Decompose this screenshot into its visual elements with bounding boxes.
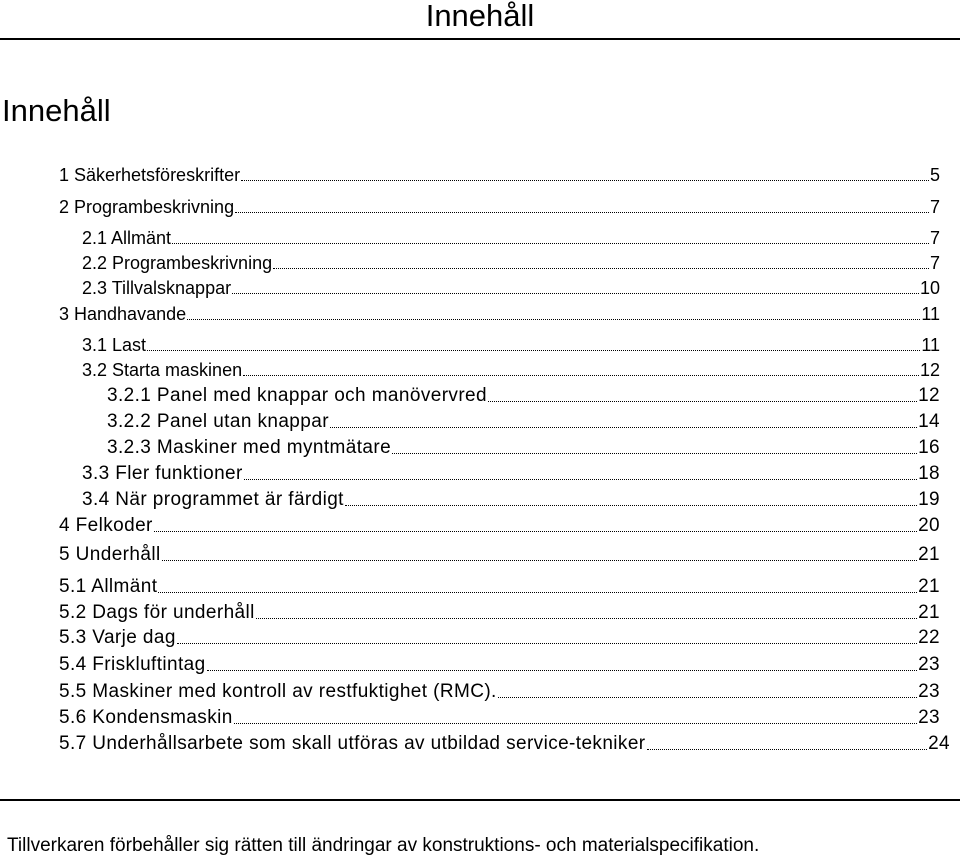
toc-entry[interactable] bbox=[59, 163, 940, 187]
toc-entry-label: 3.4 När programmet är färdigt bbox=[82, 489, 344, 510]
toc-entry-page: 16 bbox=[918, 437, 940, 458]
dot-leader bbox=[177, 642, 917, 644]
page-header-title: Innehåll bbox=[425, 0, 535, 33]
toc-entry-page: 22 bbox=[918, 627, 940, 648]
toc-entry-label: 5.3 Varje dag bbox=[59, 627, 176, 648]
toc-entry-page: 23 bbox=[918, 654, 940, 675]
toc-entry[interactable] bbox=[82, 488, 940, 512]
toc-entry[interactable] bbox=[59, 575, 940, 599]
dot-leader bbox=[241, 179, 929, 181]
dot-leader bbox=[187, 318, 920, 320]
footer-divider bbox=[0, 799, 960, 801]
toc-entry-label: 3.2.3 Maskiner med myntmätare bbox=[107, 437, 392, 458]
header-divider bbox=[0, 38, 960, 40]
toc-entry[interactable] bbox=[59, 680, 940, 704]
footer-disclaimer: Tillverkaren förbehåller sig rätten till ändringar av konstruktions- och materialspecifikation. bbox=[7, 835, 760, 856]
toc-entry[interactable] bbox=[107, 410, 940, 434]
toc-entry-label: 1 Säkerhetsföreskrifter bbox=[59, 165, 241, 185]
toc-entry-label: 2.1 Allmänt bbox=[82, 228, 172, 248]
toc-entry-page: 21 bbox=[918, 576, 940, 597]
toc-entry-page: 21 bbox=[918, 544, 940, 565]
toc-entry[interactable] bbox=[59, 514, 940, 538]
toc-entry[interactable] bbox=[82, 276, 940, 300]
toc-entry-label: 2.3 Tillvalsknappar bbox=[82, 278, 232, 298]
toc-entry-label: 5.7 Underhållsarbete som skall utföras av utbildad service-tekniker bbox=[59, 733, 646, 754]
toc-entry-label: 3.3 Fler funktioner bbox=[82, 463, 243, 484]
toc-entry[interactable] bbox=[59, 626, 940, 650]
toc-entry[interactable] bbox=[59, 601, 940, 625]
dot-leader bbox=[345, 504, 917, 506]
dot-leader bbox=[234, 722, 917, 724]
toc-entry[interactable] bbox=[82, 333, 940, 357]
dot-leader bbox=[154, 530, 917, 532]
toc-entry-page: 14 bbox=[918, 411, 940, 432]
toc-entry[interactable] bbox=[59, 302, 940, 326]
toc-entry-page: 20 bbox=[918, 515, 940, 536]
toc-entry-page: 23 bbox=[918, 681, 940, 702]
toc-entry-label: 3.2.2 Panel utan knappar bbox=[107, 411, 329, 432]
toc-entry-page: 19 bbox=[918, 489, 940, 510]
dot-leader bbox=[172, 242, 929, 244]
page-header bbox=[0, 0, 960, 40]
toc-entry-label: 3.2 Starta maskinen bbox=[82, 360, 243, 380]
toc-entry-page: 10 bbox=[919, 278, 940, 298]
toc-entry-label: 5.4 Friskluftintag bbox=[59, 654, 206, 675]
toc-entry-label: 5.2 Dags för underhåll bbox=[59, 602, 255, 623]
toc-entry-page: 12 bbox=[918, 385, 940, 406]
toc-entry-label: 5.1 Allmänt bbox=[59, 576, 158, 597]
toc-entry-label: 3.1 Last bbox=[82, 335, 147, 355]
toc-entry-label: 3.2.1 Panel med knappar och manövervred bbox=[107, 385, 487, 406]
toc-entry-label: 5.6 Kondensmaskin bbox=[59, 707, 233, 728]
dot-leader bbox=[158, 591, 917, 593]
toc-entry[interactable] bbox=[82, 358, 940, 382]
dot-leader bbox=[147, 349, 920, 351]
toc-entry[interactable] bbox=[59, 653, 940, 677]
toc-entry-page: 7 bbox=[929, 253, 940, 273]
toc-entry-page: 7 bbox=[929, 228, 940, 248]
dot-leader bbox=[244, 478, 917, 480]
toc-entry-label: 3 Handhavande bbox=[59, 304, 187, 324]
toc-entry-page: 11 bbox=[921, 304, 940, 324]
toc-entry[interactable] bbox=[107, 384, 940, 408]
toc-entry[interactable] bbox=[107, 436, 940, 460]
toc-entry[interactable] bbox=[59, 543, 940, 567]
dot-leader bbox=[207, 669, 917, 671]
dot-leader bbox=[162, 559, 917, 561]
dot-leader bbox=[647, 748, 928, 750]
toc-entry[interactable] bbox=[59, 195, 940, 219]
toc-entry-page: 7 bbox=[929, 197, 940, 217]
dot-leader bbox=[256, 617, 917, 619]
dot-leader bbox=[330, 426, 917, 428]
toc-entry[interactable] bbox=[59, 732, 950, 756]
toc-entry-label: 5 Underhåll bbox=[59, 544, 161, 565]
dot-leader bbox=[273, 267, 929, 269]
dot-leader bbox=[243, 374, 919, 376]
dot-leader bbox=[498, 696, 917, 698]
dot-leader bbox=[232, 292, 919, 294]
toc-entry-page: 23 bbox=[918, 707, 940, 728]
toc-entry[interactable] bbox=[59, 706, 940, 730]
toc-entry-label: 4 Felkoder bbox=[59, 515, 153, 536]
dot-leader bbox=[392, 452, 917, 454]
toc-entry-label: 5.5 Maskiner med kontroll av restfuktighet (RMC). bbox=[59, 681, 497, 702]
dot-leader bbox=[488, 400, 917, 402]
toc-entry-page: 18 bbox=[918, 463, 940, 484]
toc-entry-page: 12 bbox=[919, 360, 940, 380]
dot-leader bbox=[235, 211, 929, 213]
toc-entry-page: 5 bbox=[929, 165, 940, 185]
toc-entry[interactable] bbox=[82, 462, 940, 486]
toc-entry-label: 2 Programbeskrivning bbox=[59, 197, 235, 217]
toc-entry[interactable] bbox=[82, 251, 940, 275]
toc-title: Innehåll bbox=[2, 93, 111, 128]
toc-entry[interactable] bbox=[82, 226, 940, 250]
toc-entry-page: 21 bbox=[918, 602, 940, 623]
toc-entry-page: 24 bbox=[928, 733, 950, 754]
toc-entry-label: 2.2 Programbeskrivning bbox=[82, 253, 273, 273]
toc-entry-page: 11 bbox=[921, 335, 940, 355]
